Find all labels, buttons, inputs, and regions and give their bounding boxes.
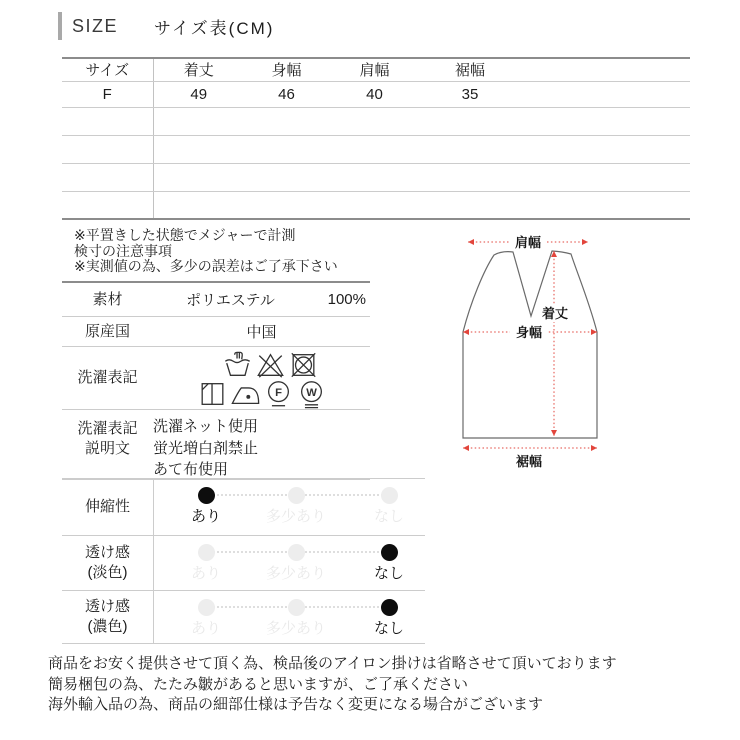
vest-outline bbox=[463, 251, 597, 438]
svg-text:F: F bbox=[275, 386, 282, 399]
measure-notes bbox=[74, 228, 338, 275]
no-bleach-icon bbox=[255, 350, 286, 380]
footer-note-line: 簡易梱包の為、たたみ皺があると思いますが、ご了承ください bbox=[48, 675, 469, 693]
note-line: ※実測値の為、多少の誤差はご了承下さい bbox=[74, 258, 338, 274]
no-tumble-dry-icon bbox=[288, 350, 319, 380]
rating-dot bbox=[198, 599, 215, 616]
rating-dot bbox=[198, 544, 215, 561]
body-width-label: 身幅 bbox=[515, 325, 543, 340]
shoulder-cell: 40 bbox=[329, 81, 420, 107]
rating-label: 透け感 (淡色) bbox=[84, 544, 130, 581]
note-line: 検寸の注意事項 bbox=[74, 242, 172, 259]
rating-option bbox=[168, 487, 244, 526]
rating-dot bbox=[381, 544, 398, 561]
rating-option-label: あり bbox=[190, 620, 221, 637]
empty-row bbox=[62, 135, 690, 163]
page-title: SIZE bbox=[72, 15, 119, 36]
empty-row bbox=[62, 107, 690, 135]
wet-clean-w-icon bbox=[296, 379, 327, 409]
col-header-size: サイズ bbox=[62, 58, 153, 81]
rating-dot bbox=[288, 487, 305, 504]
rating-option-label: 多少あり bbox=[265, 620, 326, 637]
material-row bbox=[62, 283, 370, 317]
origin-value: 中国 bbox=[246, 324, 277, 341]
rating-row-sheer-light bbox=[62, 536, 425, 591]
body-width-cell: 46 bbox=[244, 81, 329, 107]
size-table-row bbox=[62, 81, 690, 107]
line-dry-shade-icon bbox=[197, 379, 228, 409]
footer-notes bbox=[48, 654, 617, 716]
col-header-body-width: 身幅 bbox=[244, 58, 329, 81]
rating-dot bbox=[288, 599, 305, 616]
size-table bbox=[62, 57, 690, 220]
vest-diagram bbox=[452, 220, 688, 472]
section-header bbox=[58, 12, 274, 40]
care-desc-row bbox=[62, 410, 370, 480]
care-desc-text bbox=[153, 410, 370, 479]
svg-text:W: W bbox=[306, 386, 317, 399]
material-percent: 100% bbox=[327, 291, 366, 308]
rating-option-label: あり bbox=[190, 508, 221, 525]
care-desc-line: 蛍光増白剤禁止 bbox=[153, 439, 259, 457]
care-desc-label: 洗濯表記 説明文 bbox=[77, 420, 138, 457]
page-subtitle: サイズ表(CM) bbox=[154, 18, 275, 38]
footer-note-line: 海外輸入品の為、商品の細部仕様は予告なく変更になる場合がございます bbox=[48, 696, 544, 713]
rating-option bbox=[168, 599, 244, 638]
origin-row bbox=[62, 317, 370, 347]
rating-option-label: なし bbox=[373, 620, 404, 637]
material-label: 素材 bbox=[92, 290, 123, 308]
rating-option-label: あり bbox=[190, 565, 221, 582]
shoulder-width-label: 肩幅 bbox=[514, 235, 542, 250]
rating-option bbox=[258, 487, 334, 526]
rating-dot bbox=[381, 487, 398, 504]
rating-table bbox=[62, 478, 425, 644]
rating-option bbox=[351, 544, 427, 583]
length-label: 着丈 bbox=[541, 306, 569, 321]
care-desc-line: 洗濯ネット使用 bbox=[153, 418, 259, 435]
length-cell: 49 bbox=[153, 81, 244, 107]
col-header-hem: 裾幅 bbox=[420, 58, 520, 81]
title-accent-bar bbox=[58, 12, 62, 40]
col-header-shoulder: 肩幅 bbox=[329, 58, 420, 81]
rating-dot bbox=[381, 599, 398, 616]
rating-option bbox=[258, 544, 334, 583]
rating-scale bbox=[153, 479, 425, 535]
empty-row bbox=[62, 191, 690, 219]
hand-wash-icon bbox=[222, 350, 253, 380]
rating-option-label: 多少あり bbox=[265, 508, 326, 525]
care-label: 洗濯表記 bbox=[77, 369, 138, 386]
empty-row bbox=[62, 163, 690, 191]
rating-scale bbox=[153, 536, 425, 590]
footer-note-line: 商品をお安く提供させて頂く為、検品後のアイロン掛けは省略させて頂いております bbox=[48, 655, 617, 672]
size-table-header-row bbox=[62, 58, 690, 81]
hem-cell: 35 bbox=[420, 81, 520, 107]
note-line: ※平置きした状態でメジャーで計測 bbox=[74, 227, 296, 243]
care-desc-line: あて布使用 bbox=[153, 461, 229, 478]
rating-option-label: なし bbox=[373, 565, 404, 582]
origin-label: 原産国 bbox=[84, 322, 130, 340]
rating-option-label: なし bbox=[373, 508, 404, 525]
hem-width-label: 裾幅 bbox=[515, 454, 543, 469]
rating-option bbox=[168, 544, 244, 583]
rating-label: 伸縮性 bbox=[84, 498, 130, 515]
rating-scale bbox=[153, 591, 425, 643]
care-symbols-row bbox=[62, 347, 370, 410]
spec-table bbox=[62, 281, 370, 480]
rating-dot bbox=[198, 487, 215, 504]
rating-option-label: 多少あり bbox=[265, 565, 326, 582]
rating-option bbox=[351, 599, 427, 638]
rating-option bbox=[351, 487, 427, 526]
rating-option bbox=[258, 599, 334, 638]
material-value: ポリエステル bbox=[186, 292, 275, 309]
rating-row-stretch bbox=[62, 479, 425, 536]
size-cell: F bbox=[62, 81, 153, 107]
rating-label: 透け感 (濃色) bbox=[84, 598, 130, 635]
rating-dot bbox=[288, 544, 305, 561]
col-header-length: 着丈 bbox=[153, 58, 244, 81]
iron-icon bbox=[230, 379, 261, 409]
dry-clean-f-icon bbox=[263, 379, 294, 409]
rating-row-sheer-dark bbox=[62, 591, 425, 644]
